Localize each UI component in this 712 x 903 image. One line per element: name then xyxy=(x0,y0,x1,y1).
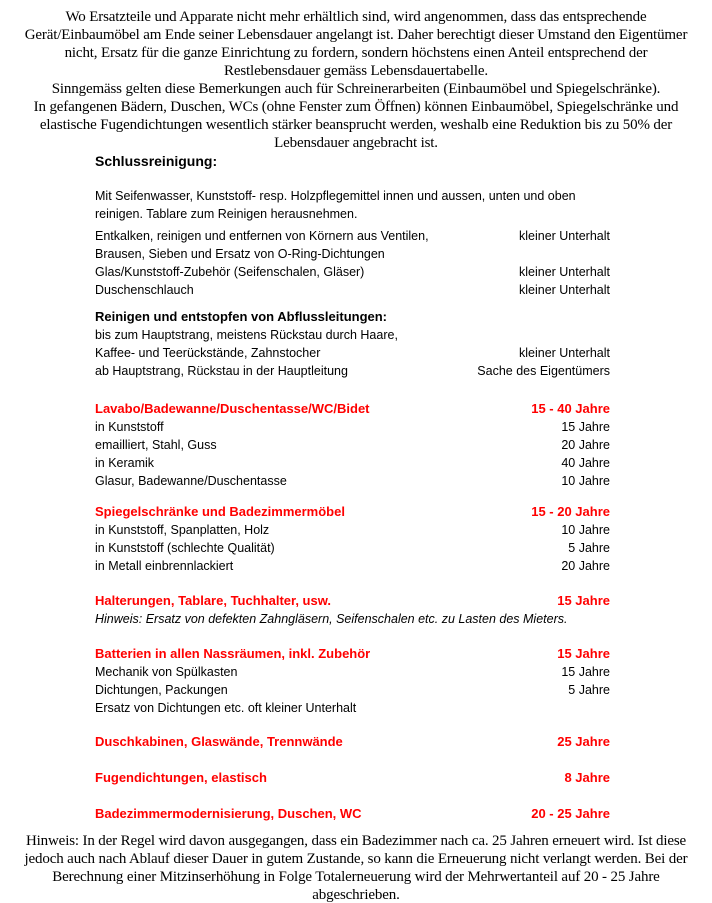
row-value: 20 Jahre xyxy=(561,559,610,573)
lifespan-section-batterien xyxy=(95,645,610,717)
cleaning-instructions-line: reinigen. Tablare zum Reinigen herausnehmen. xyxy=(95,207,358,221)
table-row xyxy=(95,326,610,344)
table-row xyxy=(95,344,610,362)
intro-line: Lebensdauer angebracht ist. xyxy=(274,135,438,151)
intro-line: Gerät/Einbaumöbel am Ende seiner Lebensdauer angelangt ist. Daher berechtigt dieser Umstand den Eigentümer xyxy=(24,27,688,43)
row-label: Duschenschlauch xyxy=(95,283,194,297)
section-value: 15 Jahre xyxy=(557,646,610,661)
section-title: Lavabo/Badewanne/Duschentasse/WC/Bidet xyxy=(95,401,370,416)
row-label: in Metall einbrennlackiert xyxy=(95,559,234,573)
section-title: Fugendichtungen, elastisch xyxy=(95,770,267,785)
section-value: 8 Jahre xyxy=(564,770,610,785)
drains-heading: Reinigen und entstopfen von Abflussleitungen: xyxy=(95,309,388,324)
table-row xyxy=(95,418,610,436)
row-label-line: Entkalken, reinigen und entfernen von Körnern aus Ventilen, xyxy=(95,229,429,243)
intro-line: elastische Fugendichtungen wesentlich stärker beansprucht werden, weshalb eine Reduktion bis zu 50% der xyxy=(39,117,673,133)
tenant-note: Hinweis: Ersatz von defekten Zahngläsern, Seifenschalen etc. zu Lasten des Mieters. xyxy=(95,612,568,626)
maintenance-table xyxy=(95,152,610,823)
section-value: 25 Jahre xyxy=(557,734,610,749)
section-title: Badezimmermodernisierung, Duschen, WC xyxy=(95,806,362,821)
table-row xyxy=(95,521,610,539)
closing-line: abgeschrieben. xyxy=(312,887,400,903)
row-value: 10 Jahre xyxy=(561,474,610,488)
table-row xyxy=(95,362,610,380)
table-row xyxy=(95,281,610,299)
row-label: Kaffee- und Teerückstände, Zahnstocher xyxy=(95,346,321,360)
cleaning-heading: Schlussreinigung: xyxy=(95,153,218,169)
row-label: in Kunststoff, Spanplatten, Holz xyxy=(95,523,270,537)
table-row xyxy=(95,436,610,454)
section-title: Spiegelschränke und Badezimmermöbel xyxy=(95,504,345,519)
row-label: bis zum Hauptstrang, meistens Rückstau durch Haare, xyxy=(95,328,398,342)
table-row xyxy=(95,681,610,699)
row-value: kleiner Unterhalt xyxy=(518,346,610,360)
closing-line: jedoch auch nach Ablauf dieser Dauer in gutem Zustande, so kann die Erneuerung nicht verlangt werden. Bei der xyxy=(24,851,688,867)
row-label: Glasur, Badewanne/Duschentasse xyxy=(95,474,287,488)
row-label: Glas/Kunststoff-Zubehör (Seifenschalen, Gläser) xyxy=(95,265,365,279)
row-value: 15 Jahre xyxy=(561,420,610,434)
row-label: ab Hauptstrang, Rückstau in der Hauptleitung xyxy=(95,364,348,378)
section-title: Duschkabinen, Glaswände, Trennwände xyxy=(95,734,343,749)
intro-line: Wo Ersatzteile und Apparate nicht mehr erhältlich sind, wird angenommen, dass das entsprechende xyxy=(65,9,647,25)
section-title: Batterien in allen Nassräumen, inkl. Zubehör xyxy=(95,646,371,661)
row-value: 10 Jahre xyxy=(561,523,610,537)
row-value: 5 Jahre xyxy=(568,683,610,697)
table-row xyxy=(95,557,610,575)
row-value: kleiner Unterhalt xyxy=(518,265,610,279)
closing-line: Hinweis: In der Regel wird davon ausgegangen, dass ein Badezimmer nach ca. 25 Jahren erneuert wird. Ist diese xyxy=(25,833,687,849)
row-label: in Kunststoff xyxy=(95,420,164,434)
row-value: 20 Jahre xyxy=(561,438,610,452)
closing-note xyxy=(0,832,712,903)
row-label: in Keramik xyxy=(95,456,155,470)
section-title-row xyxy=(95,592,610,610)
table-row xyxy=(95,454,610,472)
intro-line: Sinngemäss gelten diese Bemerkungen auch für Schreinerarbeiten (Einbaumöbel und Spiegelschränke). xyxy=(51,81,661,97)
intro-line: Restlebensdauer gemäss Lebensdauertabelle. xyxy=(223,63,488,79)
table-row xyxy=(95,472,610,490)
section-value: 15 - 40 Jahre xyxy=(531,401,610,416)
section-value: 20 - 25 Jahre xyxy=(531,806,610,821)
lifespan-section-badezimmermodernisierung xyxy=(95,805,610,823)
row-label: Mechanik von Spülkasten xyxy=(95,665,238,679)
cleaning-rows xyxy=(95,227,610,299)
row-label: Ersatz von Dichtungen etc. oft kleiner Unterhalt xyxy=(95,701,357,715)
lifespan-section-fugendichtungen xyxy=(95,769,610,787)
table-row xyxy=(95,699,610,717)
row-value: kleiner Unterhalt xyxy=(518,229,610,243)
intro-line: In gefangenen Bädern, Duschen, WCs (ohne Fenster zum Öffnen) können Einbaumöbel, Spiegelschränke und xyxy=(33,99,679,115)
section-title-row xyxy=(95,733,610,751)
section-title-row xyxy=(95,805,610,823)
table-row xyxy=(95,539,610,557)
cleaning-instructions xyxy=(95,187,610,223)
drains-section xyxy=(95,308,610,380)
section-title-row xyxy=(95,400,610,418)
row-value: 5 Jahre xyxy=(568,541,610,555)
row-value: kleiner Unterhalt xyxy=(518,283,610,297)
table-row xyxy=(95,227,610,263)
table-row xyxy=(95,663,610,681)
cleaning-instructions-line: Mit Seifenwasser, Kunststoff- resp. Holzpflegemittel innen und aussen, unten und oben xyxy=(95,189,576,203)
section-value: 15 - 20 Jahre xyxy=(531,504,610,519)
row-value: Sache des Eigentümers xyxy=(477,364,610,378)
row-value: 40 Jahre xyxy=(561,456,610,470)
section-title: Halterungen, Tablare, Tuchhalter, usw. xyxy=(95,593,331,608)
row-label: Dichtungen, Packungen xyxy=(95,683,228,697)
section-title-row xyxy=(95,769,610,787)
lifespan-section-halterungen xyxy=(95,592,610,628)
intro-text xyxy=(0,8,712,152)
row-label-line: Brausen, Sieben und Ersatz von O-Ring-Dichtungen xyxy=(95,247,385,261)
lifespan-section-spiegelschraenke xyxy=(95,503,610,575)
section-title-row xyxy=(95,645,610,663)
lifespan-section-lavabo xyxy=(95,400,610,490)
lifespan-section-duschkabinen xyxy=(95,733,610,751)
row-label: emailliert, Stahl, Guss xyxy=(95,438,217,452)
table-row xyxy=(95,263,610,281)
section-title-row xyxy=(95,503,610,521)
row-label: in Kunststoff (schlechte Qualität) xyxy=(95,541,275,555)
closing-line: Berechnung einer Mitzinserhöhung in Folge Totalerneuerung wird der Mehrwertanteil auf 20 - 25 Jahre xyxy=(52,869,660,885)
section-value: 15 Jahre xyxy=(557,593,610,608)
intro-line: nicht, Ersatz für die ganze Einrichtung zu fordern, sondern höchstens einen Anteil entsprechend der xyxy=(64,45,648,61)
row-label xyxy=(95,227,429,263)
row-value: 15 Jahre xyxy=(561,665,610,679)
